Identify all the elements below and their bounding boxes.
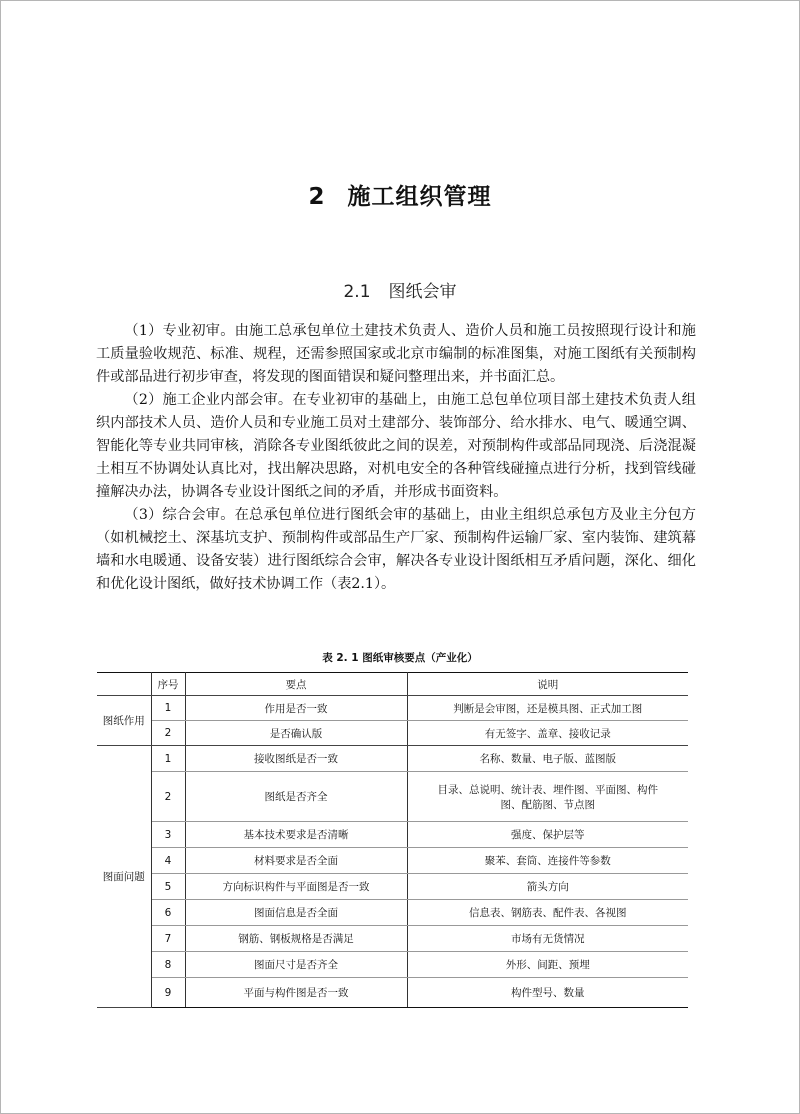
note-cell: 目录、总说明、统计表、埋件图、平面图、构件图、配筋图、节点图 (407, 772, 688, 822)
table-row (97, 926, 688, 952)
index-cell: 1 (151, 696, 185, 721)
index-cell: 4 (151, 848, 185, 874)
note-cell: 名称、数量、电子版、蓝图版 (407, 746, 688, 772)
note-cell: 强度、保护层等 (407, 822, 688, 848)
table-caption: 表 2. 1 图纸审核要点（产业化） (322, 652, 478, 664)
chapter-title: 施工组织管理 (347, 184, 492, 210)
index-cell: 1 (151, 746, 185, 772)
table-row (97, 900, 688, 926)
header-group (97, 673, 151, 696)
point-cell: 方向标识构件与平面图是否一致 (185, 874, 407, 900)
point-cell: 图面信息是否全面 (185, 900, 407, 926)
point-cell: 作用是否一致 (185, 696, 407, 721)
review-table (97, 672, 688, 1008)
header-note: 说明 (407, 673, 688, 696)
group-cell: 图纸作用 (97, 696, 151, 746)
index-cell: 2 (151, 721, 185, 746)
index-cell: 7 (151, 926, 185, 952)
point-cell: 接收图纸是否一致 (185, 746, 407, 772)
index-cell: 2 (151, 772, 185, 822)
note-cell: 聚苯、套筒、连接件等参数 (407, 848, 688, 874)
table-row (97, 952, 688, 978)
index-cell: 3 (151, 822, 185, 848)
paragraph-3: （3）综合会审。在总承包单位进行图纸会审的基础上，由业主组织总承包方及业主分包方（如机械挖土、深基坑支护、预制构件或部品生产厂家、预制构件运输厂家、室内装饰、建筑幕墙和水电暖通、设备安装）进行图纸综合会审，解决各专业设计图纸相互矛盾问题，深化、细化和优化设计图纸，做好技术协调工作（表2.1）。 (96, 507, 696, 592)
note-cell: 外形、间距、预埋 (407, 952, 688, 978)
table-row (97, 772, 688, 822)
group-cell: 图面问题 (97, 746, 151, 1008)
table-row (97, 978, 688, 1008)
table-row (97, 696, 688, 721)
point-cell: 图面尺寸是否齐全 (185, 952, 407, 978)
paragraph-2: （2）施工企业内部会审。在专业初审的基础上，由施工总包单位项目部土建技术负责人组织内部技术人员、造价人员和专业施工员对土建部分、装饰部分、给水排水、电气、暖通空调、智能化等专业共同审核，消除各专业图纸彼此之间的误差，对预制构件或部品同现浇、后浇混凝土相互不协调处认真比对，找出解决思路，对机电安全的各种管线碰撞点进行分析，找到管线碰撞解决办法，协调各专业设计图纸之间的矛盾，并形成书面资料。 (96, 392, 696, 500)
section-heading (0, 277, 800, 302)
table-header-row (97, 673, 688, 696)
chapter-number: 2 (308, 184, 326, 210)
table-row (97, 848, 688, 874)
note-cell: 有无签字、盖章、接收记录 (407, 721, 688, 746)
point-cell: 图纸是否齐全 (185, 772, 407, 822)
index-cell: 8 (151, 952, 185, 978)
table-row (97, 874, 688, 900)
paragraph-1: （1）专业初审。由施工总承包单位土建技术负责人、造价人员和施工员按照现行设计和施工质量验收规范、标准、规程，还需参照国家或北京市编制的标准图集，对施工图纸有关预制构件或部品进行初步审查，将发现的图面错误和疑问整理出来，并书面汇总。 (96, 323, 696, 385)
table-row (97, 822, 688, 848)
table-row (97, 746, 688, 772)
point-cell: 钢筋、钢板规格是否满足 (185, 926, 407, 952)
section-number: 2.1 (343, 282, 371, 302)
body-text (96, 320, 696, 596)
point-cell: 材料要求是否全面 (185, 848, 407, 874)
section-title: 图纸会审 (388, 282, 457, 302)
header-index: 序号 (151, 673, 185, 696)
point-cell: 平面与构件图是否一致 (185, 978, 407, 1008)
point-cell: 是否确认版 (185, 721, 407, 746)
chapter-heading (0, 178, 800, 211)
index-cell: 6 (151, 900, 185, 926)
note-cell: 信息表、钢筋表、配件表、各视图 (407, 900, 688, 926)
index-cell: 9 (151, 978, 185, 1008)
header-point: 要点 (185, 673, 407, 696)
index-cell: 5 (151, 874, 185, 900)
note-cell: 市场有无货情况 (407, 926, 688, 952)
note-cell: 判断是会审图，还是模具图、正式加工图 (407, 696, 688, 721)
point-cell: 基本技术要求是否清晰 (185, 822, 407, 848)
note-cell: 箭头方向 (407, 874, 688, 900)
note-cell: 构件型号、数量 (407, 978, 688, 1008)
table-row (97, 721, 688, 746)
